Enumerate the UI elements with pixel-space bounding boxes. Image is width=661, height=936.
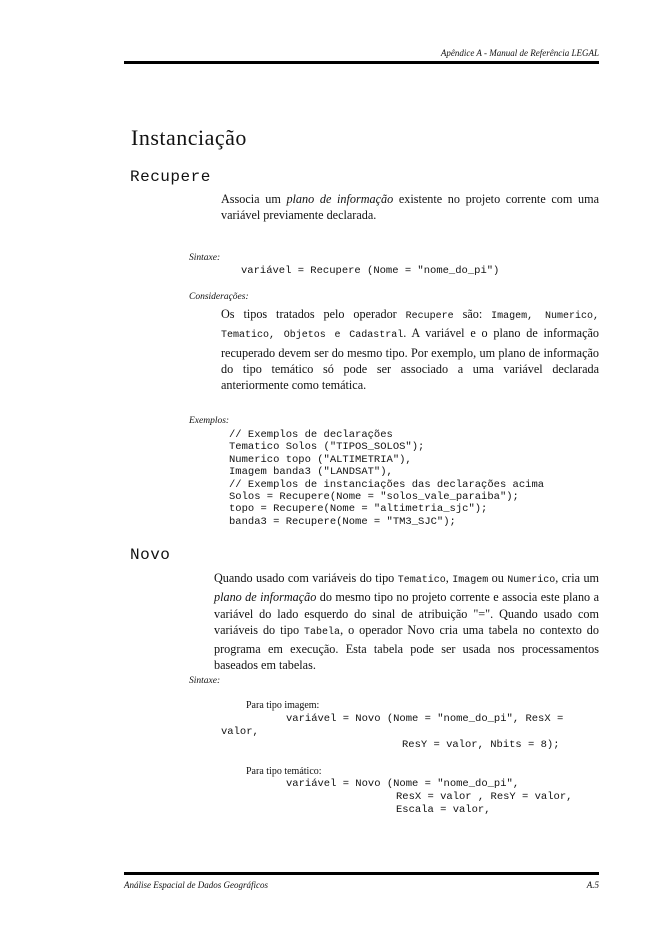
novo-thematic-code-line2: ResX = valor , ResY = valor, bbox=[396, 791, 573, 803]
page-number: A.5 bbox=[586, 880, 599, 890]
heading-novo: Novo bbox=[130, 546, 171, 564]
novo-image-code-line1: variável = Novo (Nome = "nome_do_pi", ResX = bbox=[286, 713, 564, 725]
recupere-description: Associa um plano de informação existente no projeto corrente com uma variável previamente declarada. bbox=[221, 192, 599, 223]
section-title: Instanciação bbox=[131, 125, 247, 150]
recupere-syntax-code: variável = Recupere (Nome = "nome_do_pi") bbox=[241, 265, 500, 277]
novo-thematic-type-label: Para tipo temático: bbox=[246, 766, 322, 777]
novo-image-code-line3: ResY = valor, Nbits = 8); bbox=[402, 739, 560, 751]
novo-description: Quando usado com variáveis do tipo Tematico, Imagem ou Numerico, cria um plano de informação do mesmo tipo no projeto corrente e associa este plano a variável do lado esquerdo do sinal de atribuição "=". Quando usado com variáveis do tipo Tabela, o operador Novo cria uma tabela no contexto do programa em execução. Esta tabela pode ser usada nos processamentos baseados em tabelas. bbox=[214, 571, 600, 673]
recupere-syntax-label: Sintaxe: bbox=[189, 253, 221, 263]
recupere-examples-label: Exemplos: bbox=[189, 416, 230, 426]
novo-syntax-label: Sintaxe: bbox=[189, 676, 221, 686]
heading-recupere: Recupere bbox=[130, 168, 211, 186]
recupere-considerations-label: Considerações: bbox=[189, 292, 249, 302]
novo-thematic-code-line1: variável = Novo (Nome = "nome_do_pi", bbox=[286, 778, 520, 790]
running-header: Apêndice A - Manual de Referência LEGAL bbox=[440, 48, 599, 58]
novo-thematic-code-line3: Escala = valor, bbox=[396, 804, 491, 816]
novo-image-type-label: Para tipo imagem: bbox=[246, 700, 320, 711]
recupere-examples-code: // Exemplos de declarações Tematico Solos ("TIPOS_SOLOS"); Numerico topo ("ALTIMETRIA"), Imagem banda3 ("LANDSAT"), // Exemplos de instanciações das declarações acima Solos = Recupere(Nome = "solos_vale_paraiba"); topo = Recupere(Nome = "altimetria_sjc"); banda3 = Recupere(Nome = "TM3_SJC"); bbox=[229, 429, 545, 528]
recupere-considerations-text: Os tipos tratados pelo operador Recupere são: Imagem, Numerico, Tematico, Objetos e Cadastral. A variável e o plano de informação recuperado devem ser do mesmo tipo. Por exemplo, um plano de informação do tipo temático só pode ser associado a uma variável declarada anteriormente como temática. bbox=[221, 307, 600, 393]
footer-book-title: Análise Espacial de Dados Geográficos bbox=[124, 880, 268, 890]
header-rule bbox=[124, 61, 599, 64]
novo-image-code-line2: valor, bbox=[221, 726, 259, 738]
footer-rule bbox=[124, 872, 599, 875]
